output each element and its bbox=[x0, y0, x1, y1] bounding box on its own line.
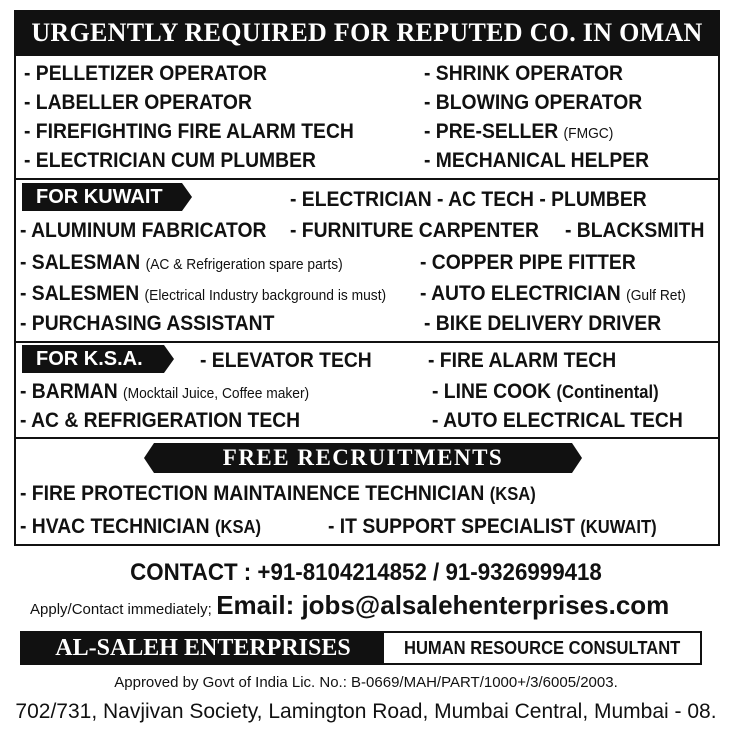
job-mechanical-helper: - MECHANICAL HELPER bbox=[424, 149, 650, 172]
job-auto-electrician-title: - AUTO ELECTRICIAN bbox=[420, 282, 621, 305]
job-hvac-title: - HVAC TECHNICIAN bbox=[20, 515, 210, 538]
job-fire-protection-title: - FIRE PROTECTION MAINTAINENCE TECHNICIAN bbox=[20, 482, 485, 505]
divider bbox=[14, 437, 720, 439]
job-bike-delivery-driver: - BIKE DELIVERY DRIVER bbox=[424, 312, 662, 335]
job-barman-note: (Mocktail Juice, Coffee maker) bbox=[123, 385, 310, 402]
job-hvac-technician bbox=[20, 515, 261, 539]
free-recruitments-title: FREE RECRUITMENTS bbox=[154, 443, 572, 473]
job-pelletizer-operator: - PELLETIZER OPERATOR bbox=[24, 62, 267, 85]
job-fire-protection-note: (KSA) bbox=[489, 484, 536, 504]
divider bbox=[14, 341, 720, 343]
job-fire-protection-technician bbox=[20, 482, 536, 506]
job-salesman-note: (AC & Refrigeration spare parts) bbox=[145, 256, 343, 273]
job-salesmen-note: (Electrical Industry background is must) bbox=[144, 287, 387, 304]
job-fire-alarm-tech: - FIRE ALARM TECH bbox=[428, 349, 617, 372]
job-copper-pipe-fitter: - COPPER PIPE FITTER bbox=[420, 251, 636, 274]
job-it-support-title: - IT SUPPORT SPECIALIST bbox=[328, 515, 575, 538]
job-auto-electrical-tech: - AUTO ELECTRICAL TECH bbox=[432, 409, 683, 432]
job-line-cook bbox=[432, 380, 659, 404]
job-electrician-cum-plumber: - ELECTRICIAN CUM PLUMBER bbox=[24, 149, 316, 172]
job-salesmen-title: - SALESMEN bbox=[20, 282, 140, 305]
job-elevator-tech: - ELEVATOR TECH bbox=[200, 349, 372, 372]
email-address[interactable]: Email: jobs@alsalehenterprises.com bbox=[216, 590, 670, 620]
job-it-support-note: (KUWAIT) bbox=[580, 517, 657, 537]
office-address: 702/731, Navjivan Society, Lamington Road, Mumbai Central, Mumbai - 08. bbox=[15, 700, 717, 723]
job-salesmen bbox=[20, 282, 386, 308]
job-purchasing-assistant: - PURCHASING ASSISTANT bbox=[20, 312, 275, 335]
job-auto-electrician bbox=[420, 282, 686, 308]
contact-phones: CONTACT : +91-8104214852 / 91-9326999418 bbox=[130, 559, 602, 586]
section-tag-ksa: FOR K.S.A. bbox=[22, 345, 164, 373]
header-title: URGENTLY REQUIRED FOR REPUTED CO. IN OMAN bbox=[14, 10, 720, 56]
job-salesman-title: - SALESMAN bbox=[20, 251, 141, 274]
job-line-cook-note: (Continental) bbox=[556, 382, 659, 402]
apply-line bbox=[30, 590, 669, 621]
job-aluminum-fabricator: - ALUMINUM FABRICATOR bbox=[20, 219, 267, 242]
section-tag-kuwait: FOR KUWAIT bbox=[22, 183, 182, 211]
company-subtitle: HUMAN RESOURCE CONSULTANT bbox=[404, 638, 681, 658]
job-salesman bbox=[20, 251, 343, 277]
license-info: Approved by Govt of India Lic. No.: B-0669/MAH/PART/1000+/3/6005/2003. bbox=[114, 674, 618, 691]
job-barman-title: - BARMAN bbox=[20, 380, 118, 403]
job-ac-refrigeration-tech: - AC & REFRIGERATION TECH bbox=[20, 409, 301, 432]
company-block bbox=[20, 631, 702, 665]
job-auto-electrician-note: (Gulf Ret) bbox=[626, 287, 686, 304]
job-pre-seller-note: (FMGC) bbox=[563, 125, 614, 142]
job-shrink-operator: - SHRINK OPERATOR bbox=[424, 62, 623, 85]
divider bbox=[14, 178, 720, 180]
job-furniture-carpenter: - FURNITURE CARPENTER bbox=[290, 219, 540, 242]
job-barman bbox=[20, 380, 309, 406]
job-line-cook-title: - LINE COOK bbox=[432, 380, 552, 403]
job-labeller-operator: - LABELLER OPERATOR bbox=[24, 91, 252, 114]
job-blowing-operator: - BLOWING OPERATOR bbox=[424, 91, 643, 114]
job-it-support-specialist bbox=[328, 515, 657, 539]
job-blacksmith: - BLACKSMITH bbox=[565, 219, 705, 242]
job-firefighting-fire-alarm-tech: - FIREFIGHTING FIRE ALARM TECH bbox=[24, 120, 354, 143]
job-pre-seller-title: - PRE-SELLER bbox=[424, 120, 559, 143]
job-electrician-ac-plumber: - ELECTRICIAN - AC TECH - PLUMBER bbox=[290, 188, 647, 211]
apply-label: Apply/Contact immediately; bbox=[30, 601, 212, 618]
job-pre-seller bbox=[424, 120, 613, 146]
job-hvac-note: (KSA) bbox=[214, 517, 261, 537]
company-name: AL-SALEH ENTERPRISES bbox=[22, 633, 384, 663]
